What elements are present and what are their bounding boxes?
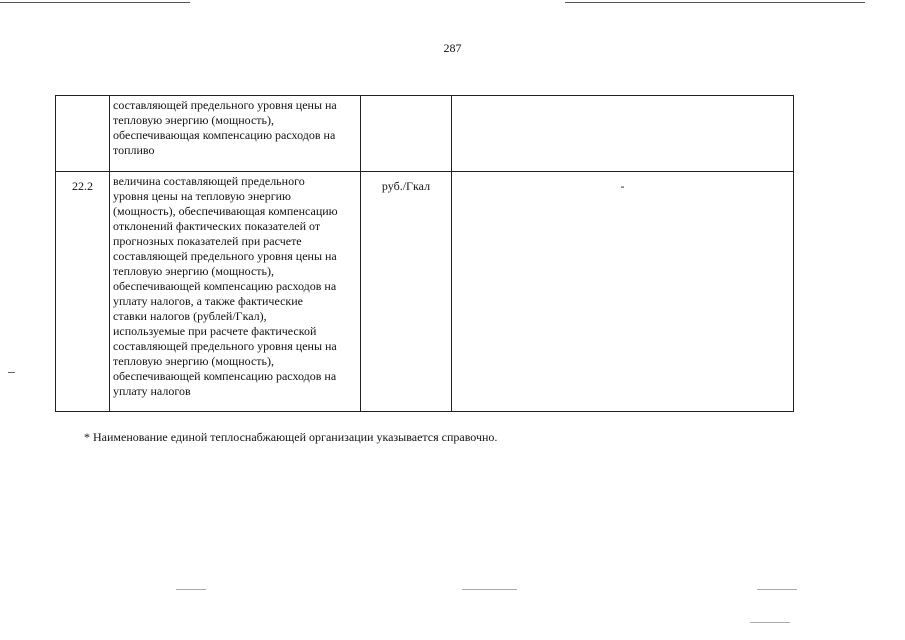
row-value-cell: - bbox=[452, 172, 794, 412]
document-table bbox=[55, 95, 794, 412]
table-row bbox=[56, 96, 794, 172]
scan-artifact bbox=[757, 589, 797, 590]
row-unit-cell bbox=[361, 96, 452, 172]
row-description: величина составляющей предельного уровня цены на тепловую энергию (мощность), обеспечивающая компенсацию отклонений фактических показателей от прогнозных показателей при расчете составляющей предельного уровня цены на тепловую энергию (мощность), обеспечивающей компенсацию расходов на уплату налогов, а также фактические ставки налогов (рублей/Гкал), используемые при расчете фактической составляющей предельного уровня цены на тепловую энергию (мощность), обеспечивающей компенсацию расходов на уплату налогов bbox=[113, 174, 338, 398]
scan-artifact bbox=[462, 589, 517, 590]
row-description-cell bbox=[110, 96, 361, 172]
scan-artifact bbox=[176, 589, 206, 590]
row-description-cell bbox=[110, 172, 361, 412]
row-description: составляющей предельного уровня цены на тепловую энергию (мощность), обеспечивающая компенсацию расходов на топливо bbox=[113, 98, 337, 157]
row-number-cell: 22.2 bbox=[56, 172, 110, 412]
scan-edge-line-left bbox=[0, 2, 190, 3]
footnote: * Наименование единой теплоснабжающей организации указывается справочно. bbox=[84, 430, 498, 444]
row-unit-cell: руб./Гкал bbox=[361, 172, 452, 412]
row-value-cell bbox=[452, 96, 794, 172]
table-row bbox=[56, 172, 794, 412]
scan-artifact bbox=[750, 622, 790, 623]
row-number-cell bbox=[56, 96, 110, 172]
scan-artifact bbox=[8, 372, 15, 373]
page-number: 287 bbox=[443, 41, 462, 55]
scan-edge-line-right bbox=[565, 2, 865, 3]
